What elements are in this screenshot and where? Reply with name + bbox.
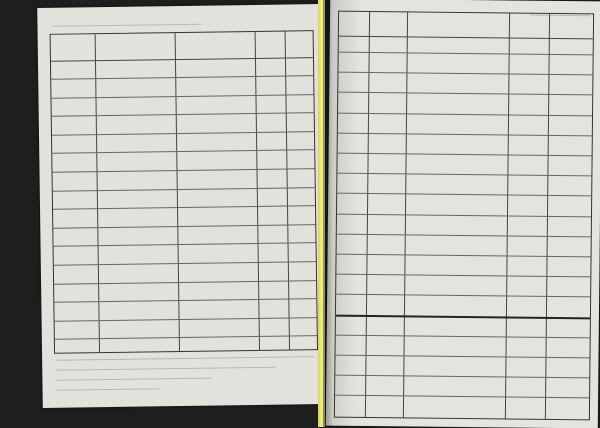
footnote-line [57, 388, 160, 390]
table-row-rule [54, 298, 316, 303]
footnotes [56, 356, 315, 400]
spine-shadow [323, 0, 333, 427]
table-row-rule [336, 294, 590, 298]
table-row-rule [54, 243, 316, 248]
table-row-rule [336, 314, 590, 319]
table-row-rule [53, 224, 315, 229]
table-row-rule [51, 75, 313, 80]
left-table-column-rule [255, 32, 260, 350]
table-row-rule [338, 132, 592, 136]
table-row-rule [55, 336, 317, 341]
footnote-line [56, 378, 211, 381]
table-row-rule [338, 153, 592, 157]
table-row-rule [338, 112, 592, 116]
table-row-rule [335, 395, 589, 399]
table-row-rule [53, 205, 315, 210]
left-running-header [51, 16, 201, 27]
table-row-rule [52, 112, 314, 117]
table-row-rule [52, 150, 314, 155]
right-table-header [339, 12, 593, 40]
left-table-header [51, 31, 313, 62]
table-row-rule [51, 94, 313, 99]
table-row-rule [336, 355, 590, 359]
table-row-rule [336, 334, 590, 338]
table-row-rule [52, 131, 314, 136]
table-row-rule [337, 233, 591, 237]
table-row-rule [339, 52, 593, 56]
table-row-rule [337, 254, 591, 258]
table-row-rule [337, 193, 591, 197]
table-row-rule [54, 261, 316, 266]
left-page [37, 4, 325, 408]
table-row-rule [337, 173, 591, 177]
left-table-column-rule [95, 34, 100, 352]
table-row-rule [336, 274, 590, 278]
left-table-column-rule [285, 32, 290, 350]
table-row-rule [337, 213, 591, 217]
right-table [334, 11, 594, 421]
table-row-rule [54, 280, 316, 285]
footnote-line [56, 367, 275, 371]
table-row-rule [338, 72, 592, 76]
footnote-line [56, 356, 314, 361]
table-row-rule [335, 375, 589, 379]
table-row-rule [53, 168, 315, 173]
table-row-rule [338, 92, 592, 96]
left-table [50, 30, 318, 354]
table-row-rule [53, 187, 315, 192]
left-table-column-rule [175, 33, 180, 351]
table-row-rule [55, 317, 317, 322]
right-page [326, 0, 600, 428]
